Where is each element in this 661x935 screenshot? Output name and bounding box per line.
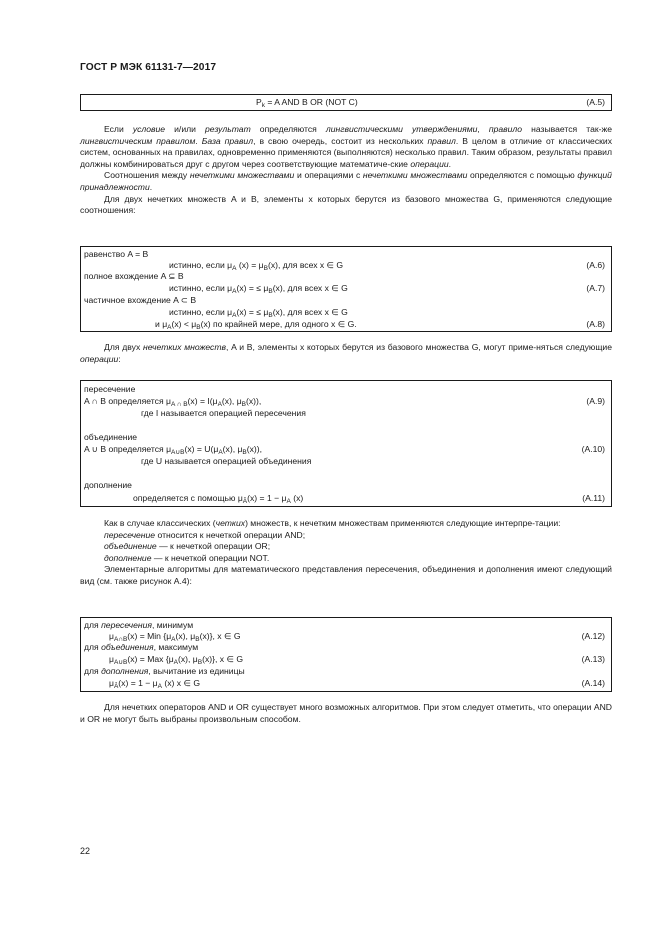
algorithm-intersection-heading: для пересечения, минимум	[84, 620, 194, 630]
relation-partial-inclusion-def: истинно, если $\mu_A(x)$ = ≤ $\mu_B(x)$, для всех x ∈ G	[169, 307, 348, 319]
operation-union-heading: объединение	[84, 432, 138, 442]
formula-number: (A.8)	[586, 319, 605, 329]
paragraph-operations-intro: Для двух нечетких множеств, A и B, элементы x которых берутся из базового множества G, могут приме-няться следующие операции:	[80, 342, 613, 364]
operation-complement-def: определяется с помощью $\mu_Ā(x) = 1 - \mu_A$ (x)	[133, 493, 304, 505]
relation-equality-def: истинно, если $\mu_A$ $(x) = \mu_B(x)$, для всех x ∈ G	[169, 260, 344, 272]
relation-full-inclusion-def: истинно, если $\mu_A(x)$ = ≤ $\mu_B(x)$, для всех x ∈ G	[169, 283, 348, 295]
paragraph-interpretations: Как в случае классических (четких) множеств, к нечетким множествам применяются следующие интерпре-тации: пересечение относится к нечеткой операции AND; объединение — к нечеткой операции OR; дополнение — к нечеткой операции NOT. Элементарные алгоритмы для математического представления пересечения, объединения и дополнения имеют следующий вид (см. также рисунок A.4):	[80, 518, 612, 586]
formula-number: (A.5)	[586, 97, 605, 107]
algorithm-complement-heading: для дополнения, вычитание из единицы	[84, 666, 245, 676]
formula-a5-expression	[256, 97, 358, 108]
algorithm-union-heading: для объединения, максимум	[84, 642, 199, 652]
paragraph-rules: Если условие и/или результат определяются лингвистическими утверждениями, правило называется так-же лингвистическим правилом. База правил, в свою очередь, состоит из нескольких правил. В целом в отличие от классических систем, основанных на правилах, одновременно применяются (выполняются) несколько правил. Таким образом, результаты правил должны комбинироваться друг с другом через соответствующие математиче-ские операции. Соотношения между нечеткими множествами и операциями с нечеткими множествами определяются с помощью функций принадлежности. Для двух нечетких множеств A и B, элементы x которых берутся из базового множества G, применяются следующие соотношения:	[80, 124, 613, 216]
relation-equality: равенство A = B	[84, 249, 149, 259]
relation-partial-inclusion-cond: и $\mu_A(x) < \mu_B(x)$ по крайней мере, для одного x ∈ G.	[155, 319, 357, 331]
operation-complement-heading: дополнение	[84, 480, 132, 490]
relation-partial-inclusion: частичное вхождение A ⊂ B	[84, 295, 197, 305]
interpretation-and: пересечение относится к нечеткой операции AND;	[104, 529, 306, 540]
formula-number: (A.13)	[581, 654, 605, 664]
document-header: ГОСТ Р МЭК 61131-7—2017	[80, 62, 217, 73]
operation-intersection-note: где I называется операцией пересечения	[141, 408, 306, 418]
formula-subscript: k	[261, 102, 265, 109]
formula-number: (A.14)	[581, 678, 605, 688]
paragraph-algorithms-intro: Элементарные алгоритмы для математического представления пересечения, объединения и дополнения имеют следующий вид (см. также рисунок A.4):	[80, 564, 612, 586]
formula-text: P	[256, 97, 262, 107]
interpretation-or: объединение — к нечеткой операции OR;	[104, 541, 271, 552]
formula-box-a5	[80, 94, 612, 111]
algorithm-complement-formula: $\mu_Ā(x) = 1 - \mu_A$ (x) x ∈ G	[109, 678, 201, 690]
paragraph-operators-note: Для нечетких операторов AND и OR существует много возможных алгоритмов. При этом следует отметить, что операции AND и OR не могут быть выбраны произвольным способом.	[80, 702, 612, 724]
relation-full-inclusion: полное вхождение A ⊆ B	[84, 271, 184, 281]
formula-text: = A AND B OR (NOT C)	[264, 97, 358, 107]
operation-union-def: A ∪ B определяется $\mu_{A\cup B}(x) = U(\mu_A(x)$, $\mu_B(x)$),	[84, 444, 263, 456]
paragraph-membership: Соотношения между нечеткими множествами и операциями с нечеткими множествами определяются с помощью функций принадлежности.	[80, 170, 612, 192]
formula-box-algorithms	[80, 617, 612, 692]
formula-number: (A.6)	[586, 260, 605, 270]
formula-box-operations	[80, 380, 612, 507]
operation-intersection-def: A ∩ B определяется $\mu_{A \cap B}(x) = I(\mu_A(x)$, $\mu_B(x)$),	[84, 396, 262, 408]
formula-number: (A.11)	[582, 493, 605, 503]
formula-number: (A.12)	[581, 631, 605, 641]
formula-box-relations	[80, 246, 612, 332]
algorithm-intersection-formula: $\mu_{A\cap B}(x)$ = Min {$\mu_A(x)$, $\mu_B(x)$}, x ∈ G	[109, 631, 241, 643]
interpretation-not: дополнение — к нечеткой операции NOT.	[104, 552, 270, 563]
formula-number: (A.7)	[586, 283, 605, 293]
formula-number: (A.9)	[586, 396, 605, 406]
algorithm-union-formula: $\mu_{A\cup B}(x)$ = Max {$\mu_A(x)$, $\mu_B(x)$}, x ∈ G	[109, 654, 244, 666]
formula-number: (A.10)	[581, 444, 605, 454]
page-number: 22	[80, 846, 91, 856]
paragraph-relations-intro: Для двух нечетких множеств A и B, элементы x которых берутся из базового множества G, применяются следующие соотношения:	[80, 193, 612, 216]
operation-intersection-heading: пересечение	[84, 384, 136, 394]
operation-union-note: где U называется операцией объединения	[141, 456, 312, 466]
